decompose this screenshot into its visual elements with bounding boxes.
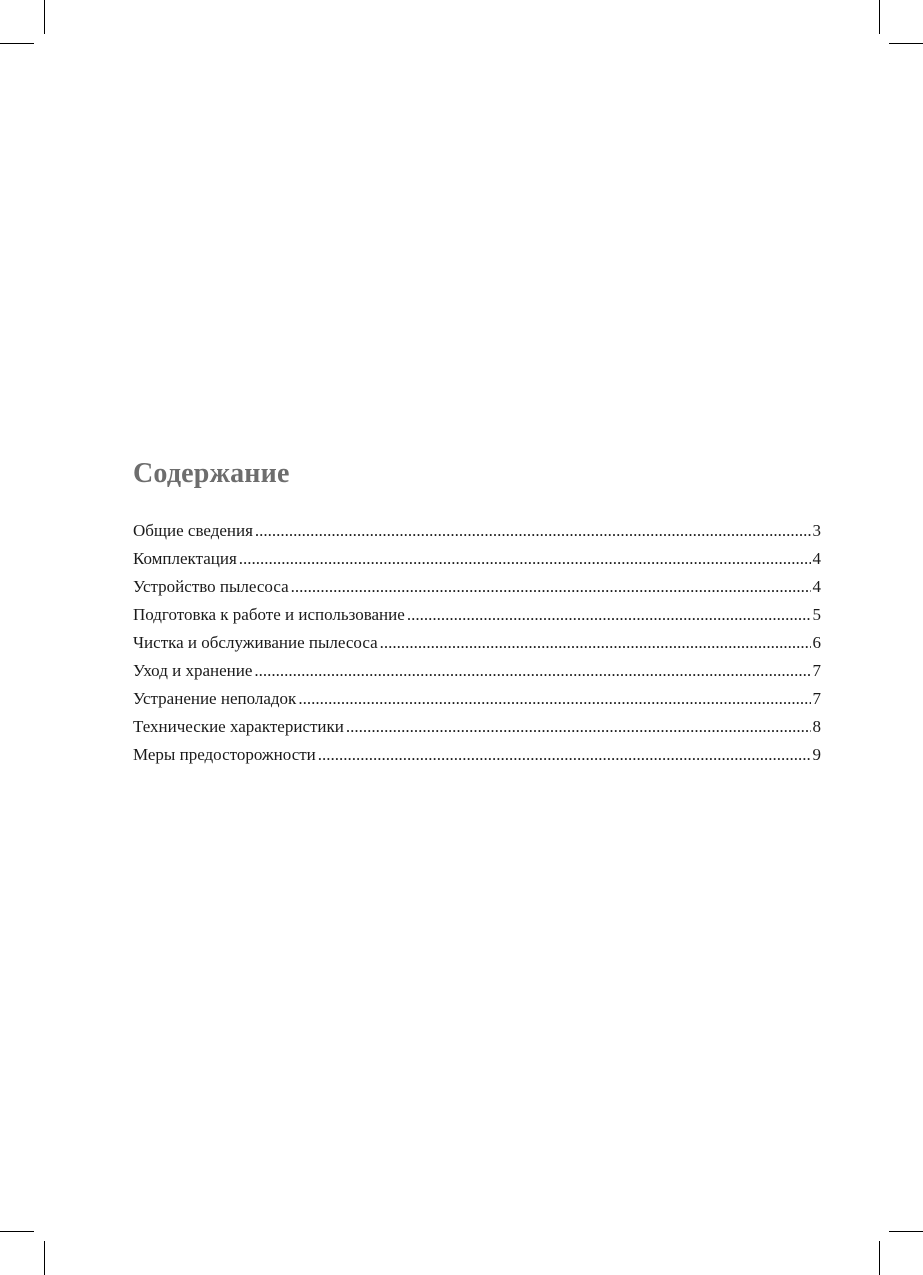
toc-entry[interactable] bbox=[133, 657, 821, 685]
toc-entry[interactable] bbox=[133, 713, 821, 741]
crop-mark-bottom-right-vertical bbox=[879, 1241, 880, 1275]
toc-list bbox=[133, 517, 821, 769]
toc-title: Содержание bbox=[133, 458, 290, 489]
table-of-contents bbox=[133, 456, 821, 764]
toc-entry-label: Устройство пылесоса bbox=[133, 577, 289, 596]
toc-entry-page-number: 9 bbox=[812, 745, 821, 764]
toc-entry-page-number: 7 bbox=[812, 689, 821, 708]
toc-entry-label: Уход и хранение bbox=[133, 661, 253, 680]
toc-entry-label: Устранение неполадок bbox=[133, 689, 297, 708]
toc-dot-leader bbox=[380, 629, 811, 657]
toc-entry[interactable] bbox=[133, 741, 821, 769]
toc-dot-leader bbox=[255, 517, 811, 545]
crop-mark-top-left-horizontal bbox=[0, 43, 34, 44]
toc-entry-page-number: 4 bbox=[812, 577, 821, 596]
toc-entry-page-number: 3 bbox=[812, 521, 821, 540]
crop-mark-bottom-left-horizontal bbox=[0, 1231, 34, 1232]
crop-mark-top-right-vertical bbox=[879, 0, 880, 34]
toc-dot-leader bbox=[346, 713, 811, 741]
crop-mark-bottom-right-horizontal bbox=[889, 1231, 923, 1232]
toc-dot-leader bbox=[298, 685, 810, 713]
toc-entry-label: Общие сведения bbox=[133, 521, 253, 540]
toc-dot-leader bbox=[254, 657, 810, 685]
toc-entry[interactable] bbox=[133, 629, 821, 657]
toc-dot-leader bbox=[407, 601, 811, 629]
toc-entry-label: Комплектация bbox=[133, 549, 237, 568]
toc-entry[interactable] bbox=[133, 573, 821, 601]
crop-mark-bottom-left-vertical bbox=[44, 1241, 45, 1275]
toc-entry-page-number: 4 bbox=[812, 549, 821, 568]
toc-entry[interactable] bbox=[133, 685, 821, 713]
toc-entry-label: Чистка и обслуживание пылесоса bbox=[133, 633, 378, 652]
toc-entry-page-number: 7 bbox=[812, 661, 821, 680]
toc-entry-label: Технические характеристики bbox=[133, 717, 344, 736]
toc-entry-page-number: 8 bbox=[812, 717, 821, 736]
toc-entry[interactable] bbox=[133, 545, 821, 573]
toc-dot-leader bbox=[239, 545, 811, 573]
toc-entry-label: Меры предосторожности bbox=[133, 745, 316, 764]
toc-dot-leader bbox=[291, 573, 811, 601]
toc-dot-leader bbox=[318, 741, 811, 769]
toc-entry-page-number: 6 bbox=[812, 633, 821, 652]
toc-entry[interactable] bbox=[133, 517, 821, 545]
toc-entry[interactable] bbox=[133, 601, 821, 629]
toc-entry-page-number: 5 bbox=[812, 605, 821, 624]
crop-mark-top-right-horizontal bbox=[889, 43, 923, 44]
crop-mark-top-left-vertical bbox=[44, 0, 45, 34]
toc-entry-label: Подготовка к работе и использование bbox=[133, 605, 405, 624]
